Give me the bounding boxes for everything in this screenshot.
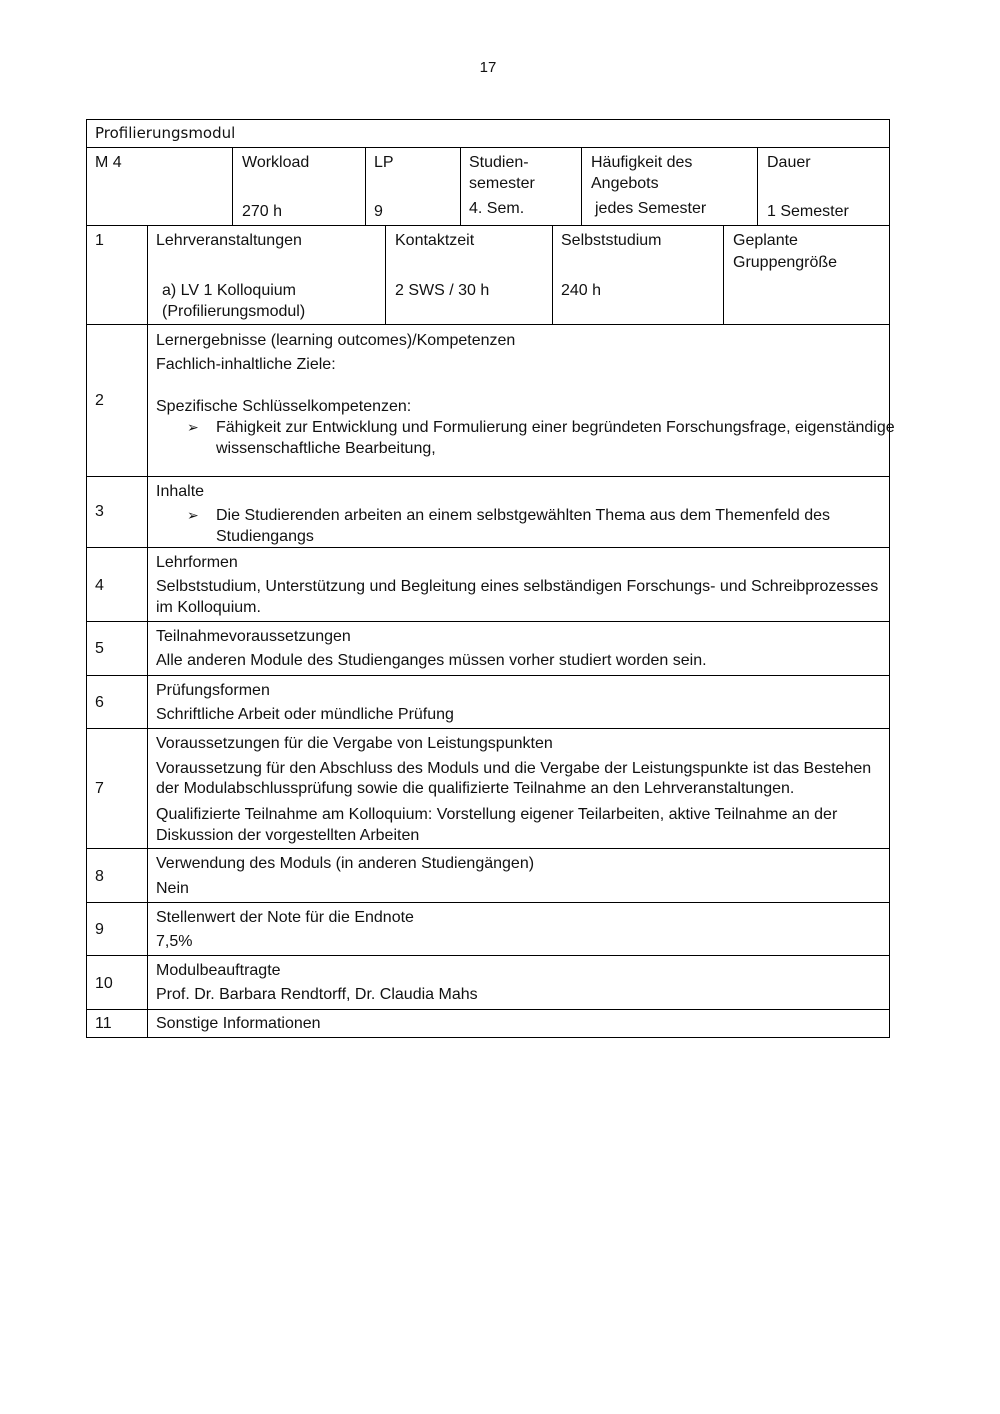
self-study-label: Selbststudium <box>561 232 662 249</box>
row-number: 4 <box>95 577 104 594</box>
section-title: Lernergebnisse (learning outcomes)/Kompetenzen <box>156 332 516 349</box>
row-divider <box>86 728 890 729</box>
lp-value: 9 <box>374 203 383 220</box>
divider <box>460 147 461 226</box>
section-title: Modulbeauftragte <box>156 962 281 979</box>
row-divider <box>86 476 890 477</box>
section-title: Lehrformen <box>156 554 238 571</box>
arrowhead-bullet-icon: ➢ <box>187 419 199 435</box>
row-divider <box>86 848 890 849</box>
section-subtitle: Fachlich-inhaltliche Ziele: <box>156 356 336 373</box>
section-title: Voraussetzungen für die Vergabe von Leistungspunkten <box>156 735 553 752</box>
lp-label: LP <box>374 154 394 171</box>
divider <box>723 225 724 324</box>
frequency-value: jedes Semester <box>595 200 707 217</box>
section-title: Prüfungsformen <box>156 682 270 699</box>
section-title: Inhalte <box>156 483 205 500</box>
row-divider <box>86 1009 890 1010</box>
module-title: Profilierungsmodul <box>95 124 236 142</box>
section-title: Verwendung des Moduls (in anderen Studiengängen) <box>156 855 535 872</box>
section-title: Sonstige Informationen <box>156 1015 321 1032</box>
section-title: Stellenwert der Note für die Endnote <box>156 909 414 926</box>
section-text: Qualifizierte Teilnahme am Kolloquium: Vorstellung eigener Teilarbeiten, aktive Teilnahme an der <box>156 806 838 823</box>
section-text: 7,5% <box>156 933 193 950</box>
row-divider <box>86 324 890 325</box>
row-divider <box>86 955 890 956</box>
group-size-label: Gruppengröße <box>733 254 838 271</box>
contact-label: Kontaktzeit <box>395 232 475 249</box>
workload-label: Workload <box>242 154 310 171</box>
row-number: 5 <box>95 640 104 657</box>
module-id: M 4 <box>95 154 122 171</box>
row-number: 8 <box>95 868 104 885</box>
group-size-label: Geplante <box>733 232 798 249</box>
row-divider <box>86 547 890 548</box>
bullet-text: Die Studierenden arbeiten an einem selbstgewählten Thema aus dem Themenfeld des <box>216 507 831 524</box>
section-text: im Kolloquium. <box>156 599 261 616</box>
section-text: Schriftliche Arbeit oder mündliche Prüfung <box>156 706 454 723</box>
frequency-label: Häufigkeit des <box>591 154 693 171</box>
divider <box>86 147 890 148</box>
row-divider <box>86 902 890 903</box>
divider <box>385 225 386 324</box>
section-text: Alle anderen Module des Studienganges müssen vorher studiert worden sein. <box>156 652 707 669</box>
row-number: 11 <box>95 1015 112 1032</box>
section-text: Diskussion der vorgestellten Arbeiten <box>156 827 420 844</box>
courses-label: Lehrveranstaltungen <box>156 232 302 249</box>
row-number: 6 <box>95 694 104 711</box>
row-number: 2 <box>95 392 104 409</box>
row-number: 7 <box>95 780 104 797</box>
section-title: Teilnahmevoraussetzungen <box>156 628 351 645</box>
semester-label: semester <box>469 175 535 192</box>
contact-value: 2 SWS / 30 h <box>395 282 490 299</box>
arrowhead-bullet-icon: ➢ <box>187 507 199 523</box>
row-divider <box>86 675 890 676</box>
bullet-text: Studiengangs <box>216 528 314 545</box>
section-text: Voraussetzung für den Abschluss des Moduls und die Vergabe der Leistungspunkte ist das Bestehen <box>156 760 872 777</box>
page-number: 17 <box>479 59 497 76</box>
divider <box>365 147 366 226</box>
section-text: Prof. Dr. Barbara Rendtorff, Dr. Claudia Mahs <box>156 986 478 1003</box>
semester-label: Studien- <box>469 154 529 171</box>
section-text: Nein <box>156 880 189 897</box>
row-number: 3 <box>95 503 104 520</box>
bullet-text: Fähigkeit zur Entwicklung und Formulierung einer begründeten Forschungsfrage, eigenständige <box>216 419 895 436</box>
bullet-text: wissenschaftliche Bearbeitung, <box>216 440 436 457</box>
self-study-value: 240 h <box>561 282 602 299</box>
divider <box>552 225 553 324</box>
section-text: der Modulabschlussprüfung sowie die qualifizierte Teilnahme an den Lehrveranstaltungen. <box>156 780 795 797</box>
duration-value: 1 Semester <box>767 203 849 220</box>
duration-label: Dauer <box>767 154 811 171</box>
divider <box>232 147 233 226</box>
divider <box>581 147 582 226</box>
row-number: 1 <box>95 232 104 249</box>
section-subtitle: Spezifische Schlüsselkompetenzen: <box>156 398 412 415</box>
row-divider <box>86 621 890 622</box>
divider <box>147 225 148 1038</box>
divider <box>757 147 758 226</box>
course-item: (Profilierungsmodul) <box>162 303 306 320</box>
workload-value: 270 h <box>242 203 283 220</box>
semester-value: 4. Sem. <box>469 200 525 217</box>
row-number: 9 <box>95 921 104 938</box>
section-text: Selbststudium, Unterstützung und Begleitung eines selbständigen Forschungs- und Schreibprozesses <box>156 578 879 595</box>
frequency-label: Angebots <box>591 175 659 192</box>
row-number: 10 <box>95 975 113 992</box>
course-item: a) LV 1 Kolloquium <box>162 282 296 299</box>
